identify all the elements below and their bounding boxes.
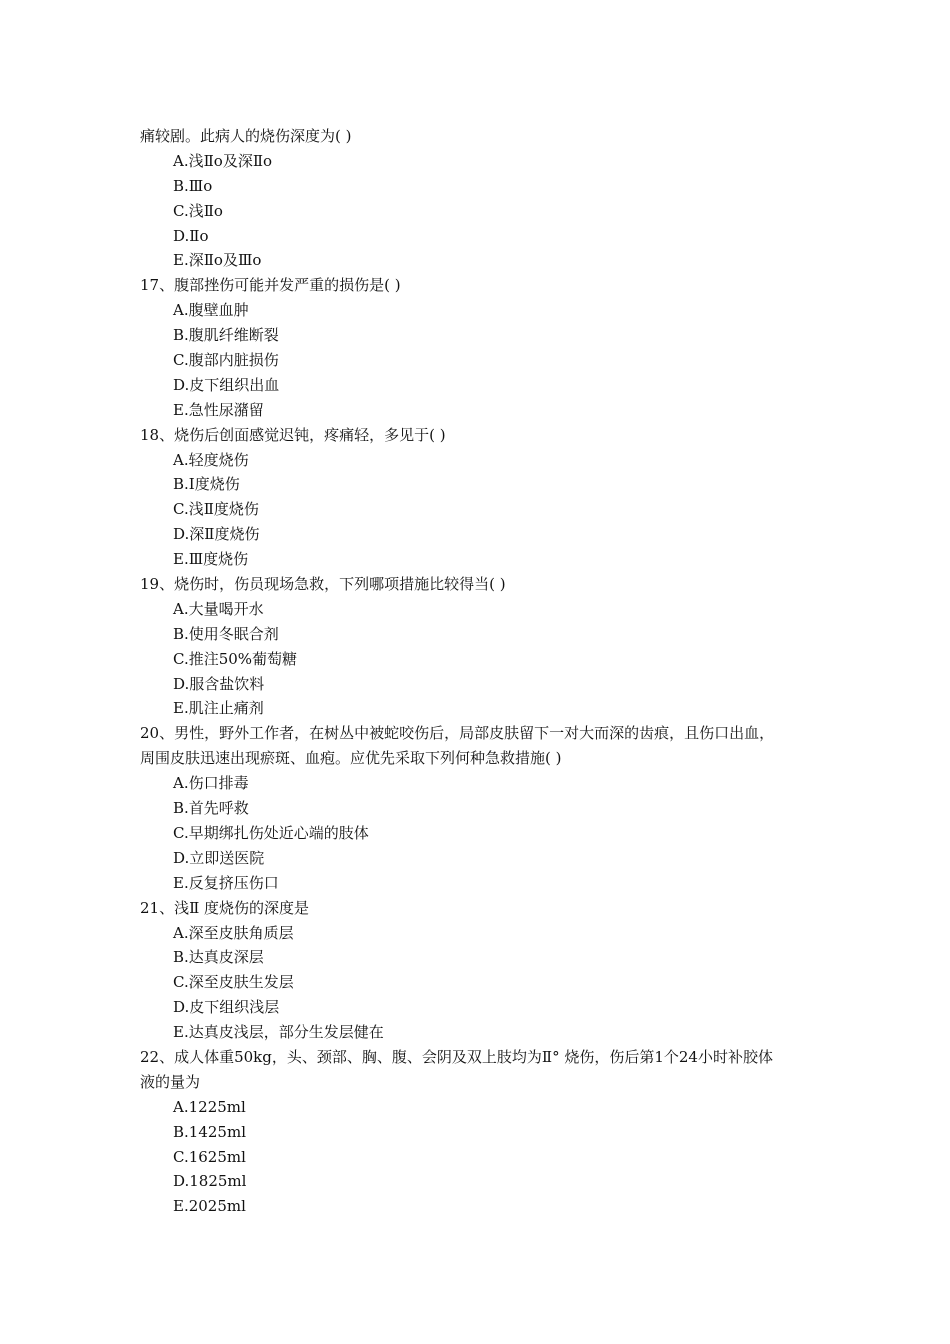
- question-text: 18、烧伤后创面感觉迟钝，疼痛轻，多见于( ): [140, 425, 446, 444]
- answer-option: C.深至皮肤生发层: [173, 973, 294, 992]
- answer-option: C.推注50%葡萄糖: [173, 649, 298, 668]
- answer-option: A.轻度烧伤: [173, 450, 249, 469]
- document-page: [140, 124, 830, 1219]
- answer-option: E.反复挤压伤口: [173, 873, 279, 892]
- answer-option: A.深至皮肤角质层: [173, 923, 294, 942]
- question-text: 19、烧伤时，伤员现场急救，下列哪项措施比较得当( ): [140, 575, 506, 594]
- answer-option: E.Ⅲ度烧伤: [173, 550, 249, 569]
- answer-option: C.早期绑扎伤处近心端的肢体: [173, 823, 369, 842]
- answer-option: C.1625ml: [173, 1147, 246, 1166]
- question-text: 周围皮肤迅速出现瘀斑、血疱。应优先采取下列何种急救措施( ): [140, 749, 562, 768]
- answer-option: D.皮下组织出血: [173, 375, 280, 394]
- answer-option: B.首先呼救: [173, 799, 249, 818]
- answer-option: B.1425ml: [173, 1122, 246, 1141]
- answer-option: A.浅Ⅱo及深Ⅱo: [173, 151, 273, 170]
- question-text: 22、成人体重50kg，头、颈部、胸、腹、会阴及双上肢均为Ⅱ° 烧伤，伤后第1个24小时补胶体: [140, 1047, 773, 1066]
- answer-option: E.2025ml: [173, 1197, 246, 1216]
- question-text: 21、浅Ⅱ 度烧伤的深度是: [140, 898, 310, 917]
- answer-option: D.服含盐饮料: [173, 674, 265, 693]
- answer-option: C.浅Ⅱo: [173, 201, 223, 220]
- answer-option: A.1225ml: [173, 1097, 246, 1116]
- answer-option: D.1825ml: [173, 1172, 247, 1191]
- question-text: 液的量为: [140, 1072, 201, 1091]
- answer-option: C.浅Ⅱ度烧伤: [173, 500, 259, 519]
- answer-option: B.Ⅲo: [173, 176, 213, 195]
- answer-option: A.腹壁血肿: [173, 301, 249, 320]
- answer-option: B.腹肌纤维断裂: [173, 326, 279, 345]
- answer-option: E.急性尿潴留: [173, 400, 264, 419]
- question-text: 20、男性，野外工作者，在树丛中被蛇咬伤后，局部皮肤留下一对大而深的齿痕，且伤口出血，: [140, 724, 775, 743]
- answer-option: D.深Ⅱ度烧伤: [173, 525, 260, 544]
- answer-option: A.大量喝开水: [173, 599, 264, 618]
- question-text: 17、腹部挫伤可能并发严重的损伤是( ): [140, 276, 401, 295]
- answer-option: E.深Ⅱo及Ⅲo: [173, 251, 262, 270]
- question-text: 痛较剧。此病人的烧伤深度为( ): [140, 127, 352, 145]
- answer-option: D.皮下组织浅层: [173, 998, 280, 1017]
- answer-option: E.肌注止痛剂: [173, 699, 264, 718]
- answer-option: C.腹部内脏损伤: [173, 351, 279, 370]
- answer-option: B.Ⅰ度烧伤: [173, 475, 240, 494]
- answer-option: D.Ⅱo: [173, 226, 209, 245]
- answer-option: A.伤口排毒: [173, 774, 249, 793]
- answer-option: E.达真皮浅层，部分生发层健在: [173, 1023, 384, 1042]
- answer-option: D.立即送医院: [173, 848, 265, 867]
- answer-option: B.使用冬眠合剂: [173, 624, 279, 643]
- answer-option: B.达真皮深层: [173, 948, 264, 967]
